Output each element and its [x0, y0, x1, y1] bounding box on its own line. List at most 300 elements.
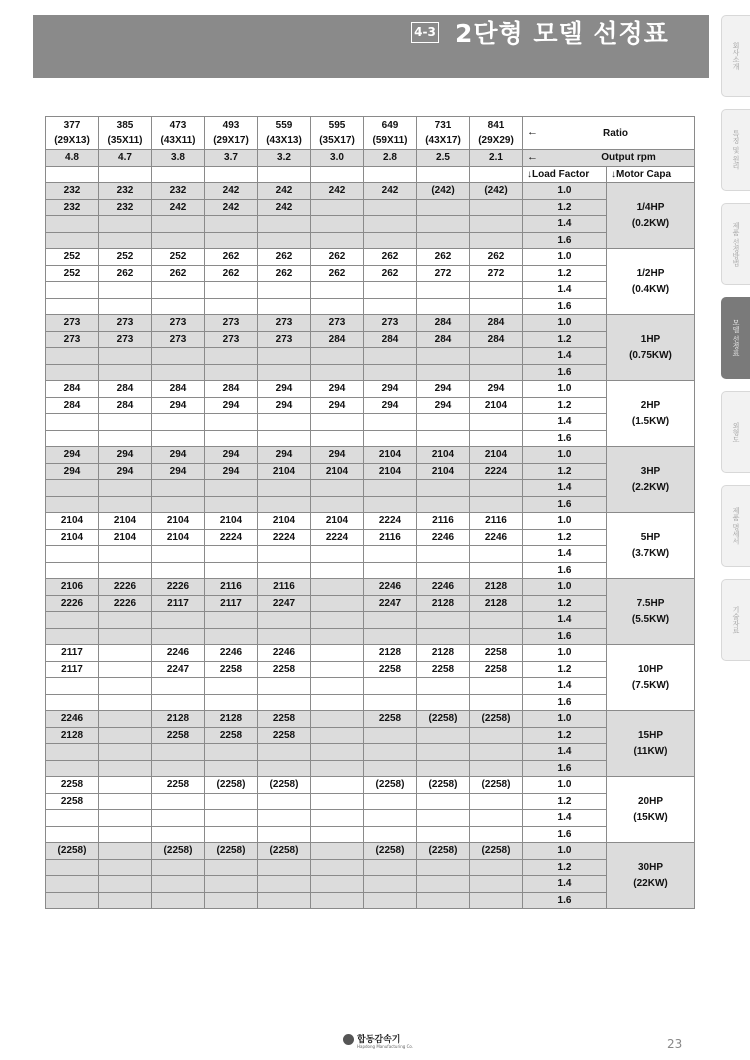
table-row	[46, 480, 695, 497]
model-cell: 2226	[152, 579, 205, 596]
load-factor-cell: 1.0	[523, 315, 607, 332]
load-factor-cell: 1.0	[523, 777, 607, 794]
table-row	[46, 496, 695, 513]
ratio-gears: (43X11)	[160, 135, 196, 146]
model-cell: 273	[364, 315, 417, 332]
model-cell: 2247	[258, 595, 311, 612]
motor-kw: (2.2KW)	[631, 481, 670, 493]
model-cell: 294	[258, 397, 311, 414]
column-label-row	[46, 166, 695, 183]
model-cell: 294	[152, 447, 205, 464]
model-cell	[311, 777, 364, 794]
motor-hp: 20HP	[637, 795, 663, 807]
table-row	[46, 463, 695, 480]
model-cell	[258, 744, 311, 761]
model-cell	[417, 414, 470, 431]
empty-cell	[152, 166, 205, 183]
model-cell	[99, 298, 152, 315]
model-cell: 284	[205, 381, 258, 398]
ratio-cell	[417, 117, 470, 150]
model-cell	[258, 364, 311, 381]
model-cell	[205, 859, 258, 876]
model-cell	[152, 826, 205, 843]
model-cell	[311, 859, 364, 876]
model-cell: 242	[311, 183, 364, 200]
model-cell	[311, 579, 364, 596]
model-cell	[364, 826, 417, 843]
model-cell	[470, 826, 523, 843]
model-cell: 2104	[258, 513, 311, 530]
output-rpm-cell: 3.2	[258, 150, 311, 167]
model-cell	[258, 562, 311, 579]
model-cell	[152, 678, 205, 695]
load-factor-cell: 1.6	[523, 562, 607, 579]
model-cell	[46, 612, 99, 629]
model-cell	[364, 199, 417, 216]
model-cell: 2258	[152, 777, 205, 794]
model-cell	[364, 282, 417, 299]
load-factor-cell: 1.0	[523, 183, 607, 200]
model-cell: 2224	[470, 463, 523, 480]
model-cell	[46, 876, 99, 893]
model-cell	[470, 414, 523, 431]
model-cell	[99, 711, 152, 728]
empty-cell	[205, 166, 258, 183]
model-cell: 273	[205, 331, 258, 348]
model-cell	[417, 298, 470, 315]
company-logo-icon	[343, 1034, 354, 1045]
model-cell	[311, 199, 364, 216]
model-cell	[205, 414, 258, 431]
model-cell: 2258	[470, 661, 523, 678]
load-factor-cell: 1.4	[523, 678, 607, 695]
model-cell	[205, 562, 258, 579]
model-cell: (2258)	[364, 777, 417, 794]
table-row	[46, 595, 695, 612]
table-row	[46, 249, 695, 266]
model-cell	[417, 876, 470, 893]
model-cell: 294	[152, 397, 205, 414]
table-row	[46, 265, 695, 282]
model-cell: 294	[99, 463, 152, 480]
model-cell	[470, 678, 523, 695]
table-row	[46, 678, 695, 695]
model-cell: 2128	[417, 595, 470, 612]
load-factor-cell: 1.4	[523, 216, 607, 233]
table-row	[46, 315, 695, 332]
ratio-gears: (43X13)	[266, 135, 302, 146]
ratio-cell	[205, 117, 258, 150]
model-cell	[258, 694, 311, 711]
model-cell: 294	[205, 397, 258, 414]
model-cell: 2104	[205, 513, 258, 530]
table-row	[46, 579, 695, 596]
motor-capa-cell	[607, 843, 695, 909]
side-tab-5[interactable]	[721, 485, 750, 567]
model-cell: 294	[46, 447, 99, 464]
model-cell	[99, 480, 152, 497]
ratio-cell	[364, 117, 417, 150]
model-cell: 2117	[205, 595, 258, 612]
model-cell	[152, 496, 205, 513]
side-tab-1[interactable]	[721, 109, 750, 191]
model-cell	[311, 496, 364, 513]
motor-hp: 2HP	[640, 399, 661, 411]
model-cell: 273	[311, 315, 364, 332]
model-cell: 284	[99, 397, 152, 414]
table-row	[46, 612, 695, 629]
model-cell: 2224	[205, 529, 258, 546]
model-cell: 284	[152, 381, 205, 398]
model-cell	[152, 298, 205, 315]
model-cell	[205, 216, 258, 233]
load-factor-header: ↓Load Factor	[523, 166, 607, 183]
model-cell	[99, 496, 152, 513]
model-cell	[205, 364, 258, 381]
model-cell: (2258)	[417, 711, 470, 728]
model-cell	[258, 414, 311, 431]
model-cell	[46, 628, 99, 645]
model-cell	[311, 793, 364, 810]
load-factor-cell: 1.0	[523, 447, 607, 464]
model-cell	[258, 810, 311, 827]
side-tab-0[interactable]	[721, 15, 750, 97]
model-cell	[152, 232, 205, 249]
model-cell: 262	[470, 249, 523, 266]
ratio-cell	[152, 117, 205, 150]
model-cell: 2128	[46, 727, 99, 744]
motor-hp: 1/2HP	[636, 267, 665, 279]
ratio-value: 385	[116, 120, 134, 131]
model-cell	[99, 562, 152, 579]
model-cell	[417, 562, 470, 579]
model-cell	[311, 546, 364, 563]
model-cell: 2258	[152, 727, 205, 744]
motor-hp: 1HP	[640, 333, 661, 345]
model-cell	[99, 876, 152, 893]
ratio-value: 649	[381, 120, 399, 131]
model-cell: 252	[99, 249, 152, 266]
model-cell	[258, 298, 311, 315]
empty-cell	[46, 166, 99, 183]
model-cell: 273	[46, 315, 99, 332]
model-cell: 232	[99, 199, 152, 216]
model-cell	[205, 612, 258, 629]
model-cell	[364, 892, 417, 909]
model-cell	[205, 694, 258, 711]
load-factor-cell: 1.6	[523, 760, 607, 777]
model-cell: 294	[417, 397, 470, 414]
table-row	[46, 793, 695, 810]
model-cell	[311, 282, 364, 299]
model-cell	[470, 216, 523, 233]
model-cell: (2258)	[470, 843, 523, 860]
table-row	[46, 744, 695, 761]
model-cell: 2258	[205, 727, 258, 744]
load-factor-cell: 1.0	[523, 645, 607, 662]
model-cell	[417, 364, 470, 381]
model-cell	[258, 232, 311, 249]
model-cell: 2128	[470, 579, 523, 596]
model-cell: 2104	[417, 447, 470, 464]
model-cell: 2117	[152, 595, 205, 612]
model-cell: 294	[311, 397, 364, 414]
ratio-cell	[99, 117, 152, 150]
model-cell: 2246	[417, 579, 470, 596]
model-cell	[99, 430, 152, 447]
model-cell	[311, 595, 364, 612]
model-cell	[99, 843, 152, 860]
model-cell	[258, 859, 311, 876]
model-cell	[152, 282, 205, 299]
model-cell	[470, 876, 523, 893]
output-rpm-cell: 4.8	[46, 150, 99, 167]
load-factor-cell: 1.6	[523, 298, 607, 315]
model-cell	[46, 414, 99, 431]
table-row	[46, 216, 695, 233]
model-cell: 2226	[99, 579, 152, 596]
model-cell	[311, 826, 364, 843]
model-cell: 294	[258, 381, 311, 398]
motor-capa-cell	[607, 645, 695, 711]
model-cell	[46, 810, 99, 827]
model-cell: (2258)	[258, 843, 311, 860]
empty-cell	[258, 166, 311, 183]
model-cell	[470, 496, 523, 513]
table-row	[46, 859, 695, 876]
model-cell	[417, 348, 470, 365]
model-cell	[152, 892, 205, 909]
model-cell	[470, 694, 523, 711]
model-cell: 2246	[364, 579, 417, 596]
model-cell: 262	[152, 265, 205, 282]
model-cell: 2226	[46, 595, 99, 612]
output-rpm-label: Output rpm	[601, 152, 656, 164]
side-tab-6[interactable]	[721, 579, 750, 661]
empty-cell	[311, 166, 364, 183]
model-cell	[470, 892, 523, 909]
model-cell	[152, 810, 205, 827]
model-cell	[364, 628, 417, 645]
model-cell	[46, 216, 99, 233]
table-row	[46, 760, 695, 777]
table-row	[46, 513, 695, 530]
model-cell	[258, 216, 311, 233]
model-cell	[152, 612, 205, 629]
model-cell: 2104	[46, 513, 99, 530]
model-cell	[364, 810, 417, 827]
load-factor-cell: 1.4	[523, 810, 607, 827]
ratio-cell	[311, 117, 364, 150]
table-row	[46, 826, 695, 843]
model-cell	[470, 232, 523, 249]
model-cell	[470, 546, 523, 563]
side-tab-2[interactable]	[721, 203, 750, 285]
page-title: 2단형 모델 선정표	[455, 19, 669, 48]
ratio-value: 559	[275, 120, 293, 131]
model-cell	[46, 678, 99, 695]
model-cell: 2106	[46, 579, 99, 596]
model-cell	[311, 694, 364, 711]
model-cell	[205, 430, 258, 447]
model-cell: 262	[258, 249, 311, 266]
model-cell	[364, 727, 417, 744]
model-cell: 2104	[99, 529, 152, 546]
table-row	[46, 430, 695, 447]
model-cell	[470, 727, 523, 744]
model-cell	[205, 348, 258, 365]
arrow-left-icon: ←	[527, 126, 538, 138]
model-cell	[417, 744, 470, 761]
motor-capa-cell	[607, 513, 695, 579]
model-cell: 262	[417, 249, 470, 266]
motor-capa-cell	[607, 249, 695, 315]
model-cell	[205, 546, 258, 563]
load-factor-cell: 1.0	[523, 843, 607, 860]
model-cell	[311, 744, 364, 761]
ratio-gears: (59X11)	[372, 135, 408, 146]
model-cell: 242	[205, 183, 258, 200]
model-cell	[152, 546, 205, 563]
model-cell	[205, 496, 258, 513]
side-tab-label: 특징 및 원리	[732, 130, 740, 170]
model-cell	[417, 694, 470, 711]
load-factor-cell: 1.0	[523, 249, 607, 266]
model-cell	[364, 612, 417, 629]
side-tab-label: 기술자료	[732, 606, 740, 634]
model-cell: 2128	[470, 595, 523, 612]
load-factor-cell: 1.2	[523, 331, 607, 348]
model-cell: 273	[205, 315, 258, 332]
model-cell	[99, 661, 152, 678]
side-tab-4[interactable]	[721, 391, 750, 473]
model-cell	[417, 810, 470, 827]
model-cell	[46, 348, 99, 365]
model-cell	[364, 348, 417, 365]
model-cell	[205, 628, 258, 645]
model-cell	[258, 760, 311, 777]
output-rpm-cell: 3.7	[205, 150, 258, 167]
model-cell	[311, 876, 364, 893]
model-cell	[470, 199, 523, 216]
model-cell: (242)	[470, 183, 523, 200]
model-cell	[470, 348, 523, 365]
model-cell: 273	[99, 331, 152, 348]
table-row	[46, 843, 695, 860]
motor-kw: (5.5KW)	[631, 613, 670, 625]
model-cell: 2128	[417, 645, 470, 662]
model-cell: 2104	[470, 447, 523, 464]
model-cell	[470, 628, 523, 645]
model-cell	[364, 232, 417, 249]
model-cell	[205, 826, 258, 843]
model-cell	[311, 843, 364, 860]
model-cell: 2104	[311, 513, 364, 530]
model-cell	[152, 694, 205, 711]
model-cell	[417, 760, 470, 777]
model-cell	[99, 678, 152, 695]
model-cell: 294	[205, 447, 258, 464]
model-cell	[99, 216, 152, 233]
model-cell	[258, 282, 311, 299]
table-row	[46, 381, 695, 398]
model-cell	[470, 430, 523, 447]
model-cell: (2258)	[417, 843, 470, 860]
model-cell	[152, 760, 205, 777]
model-cell: (2258)	[46, 843, 99, 860]
model-cell	[311, 430, 364, 447]
model-cell	[99, 364, 152, 381]
model-cell: (2258)	[417, 777, 470, 794]
model-cell: 294	[417, 381, 470, 398]
model-cell	[311, 628, 364, 645]
load-factor-cell: 1.2	[523, 265, 607, 282]
model-cell	[311, 348, 364, 365]
output-label-cell	[523, 150, 695, 167]
ratio-gears: (43X17)	[425, 135, 461, 146]
model-cell	[417, 282, 470, 299]
model-cell	[311, 298, 364, 315]
model-cell: 284	[470, 315, 523, 332]
table-row	[46, 876, 695, 893]
model-cell	[364, 793, 417, 810]
motor-hp: 10HP	[637, 663, 663, 675]
side-tab-3[interactable]	[721, 297, 750, 379]
model-cell	[258, 826, 311, 843]
table-row	[46, 364, 695, 381]
page-number: 23	[667, 1037, 683, 1051]
model-cell: 2224	[258, 529, 311, 546]
motor-capa-cell	[607, 711, 695, 777]
model-cell: 284	[46, 397, 99, 414]
output-rpm-cell: 2.5	[417, 150, 470, 167]
model-cell	[205, 793, 258, 810]
motor-kw: (11KW)	[633, 745, 668, 757]
load-factor-cell: 1.2	[523, 793, 607, 810]
load-factor-cell: 1.4	[523, 282, 607, 299]
motor-kw: (0.75KW)	[629, 349, 672, 361]
model-cell	[205, 298, 258, 315]
model-cell: 272	[470, 265, 523, 282]
model-cell	[46, 364, 99, 381]
model-cell	[205, 810, 258, 827]
model-cell: 2104	[311, 463, 364, 480]
model-cell	[46, 892, 99, 909]
model-cell	[311, 678, 364, 695]
model-cell	[417, 628, 470, 645]
model-cell: 273	[46, 331, 99, 348]
motor-capa-cell	[607, 381, 695, 447]
model-cell: 272	[417, 265, 470, 282]
table-row	[46, 661, 695, 678]
table-row	[46, 892, 695, 909]
model-cell: 2258	[205, 661, 258, 678]
ratio-gears: (29X17)	[213, 135, 249, 146]
model-cell	[311, 661, 364, 678]
model-cell	[152, 793, 205, 810]
model-cell: 262	[311, 249, 364, 266]
model-cell: (2258)	[364, 843, 417, 860]
model-cell: 2258	[417, 661, 470, 678]
load-factor-cell: 1.2	[523, 199, 607, 216]
table-row	[46, 777, 695, 794]
model-cell	[46, 694, 99, 711]
model-cell: 294	[311, 447, 364, 464]
load-factor-cell: 1.6	[523, 694, 607, 711]
model-cell: 2226	[99, 595, 152, 612]
model-cell	[99, 612, 152, 629]
model-cell	[205, 480, 258, 497]
